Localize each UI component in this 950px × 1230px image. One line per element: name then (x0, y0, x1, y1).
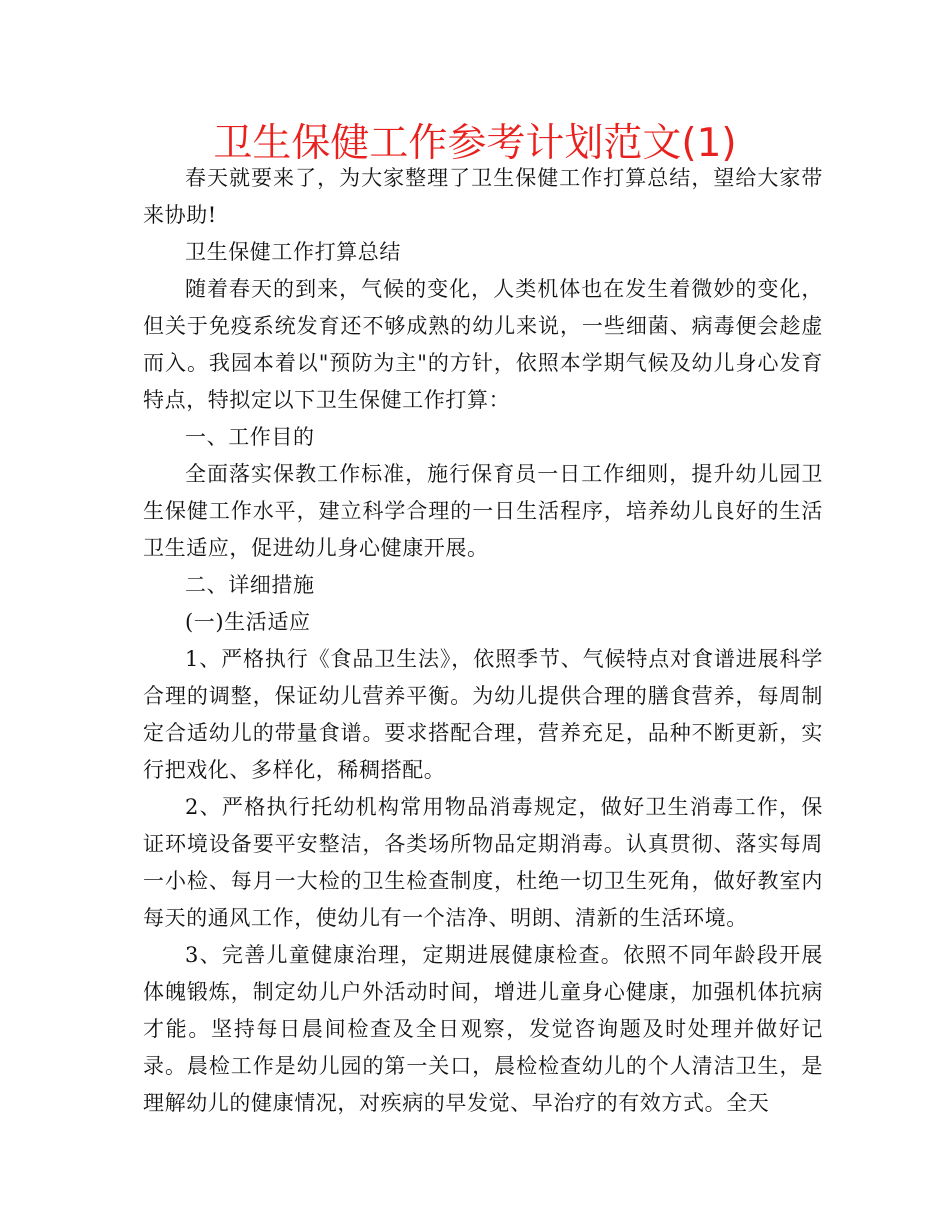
paragraph-intro: 春天就要来了，为大家整理了卫生保健工作打算总结，望给大家带来协助! (143, 166, 823, 227)
document-body (143, 160, 823, 1122)
paragraph-subtitle: 卫生保健工作打算总结 (185, 240, 401, 264)
paragraph-item-3: 3、完善儿童健康治理，定期进展健康检查。依照不同年龄段开展体魄锻炼，制定幼儿户外活动时间，增进儿童身心健康，加强机体抗病才能。坚持每日晨间检查及全日观察，发觉咨询题及时处理并做好记录。晨检工作是幼儿园的第一关口，晨检检查幼儿的个人清洁卫生，是理解幼儿的健康情况，对疾病的早发觉、早治疗的有效方式。全天 (143, 943, 823, 1115)
paragraph-goal: 全面落实保教工作标准，施行保育员一日工作细则，提升幼儿园卫生保健工作水平，建立科学合理的一日生活程序，培养幼儿良好的生活卫生适应，促进幼儿身心健康开展。 (143, 462, 823, 560)
paragraph-item-2: 2、严格执行托幼机构常用物品消毒规定，做好卫生消毒工作，保证环境设备要平安整洁，各类场所物品定期消毒。认真贯彻、落实每周一小检、每月一大检的卫生检查制度，杜绝一切卫生死角，做好教室内每天的通风工作，使幼儿有一个洁净、明朗、清新的生活环境。 (143, 795, 823, 930)
document-title: 卫生保健工作参考计划范文(1) (213, 121, 737, 166)
section-heading-goal: 一、工作目的 (185, 425, 315, 449)
section-heading-measures: 二、详细措施 (185, 573, 315, 597)
paragraph-background: 随着春天的到来，气候的变化，人类机体也在发生着微妙的变化，但关于免疫系统发育还不够成熟的幼儿来说，一些细菌、病毒便会趁虚而入。我园本着以"预防为主"的方针，依照本学期气候及幼儿身心发育特点，特拟定以下卫生保健工作打算： (143, 277, 823, 412)
paragraph-item-1: 1、严格执行《食品卫生法》，依照季节、气候特点对食谱进展科学合理的调整，保证幼儿营养平衡。为幼儿提供合理的膳食营养，每周制定合适幼儿的带量食谱。要求搭配合理，营养充足，品种不断更新，实行把戏化、多样化，稀稠搭配。 (143, 647, 823, 782)
subsection-heading-habits: (一)生活适应 (185, 610, 311, 634)
